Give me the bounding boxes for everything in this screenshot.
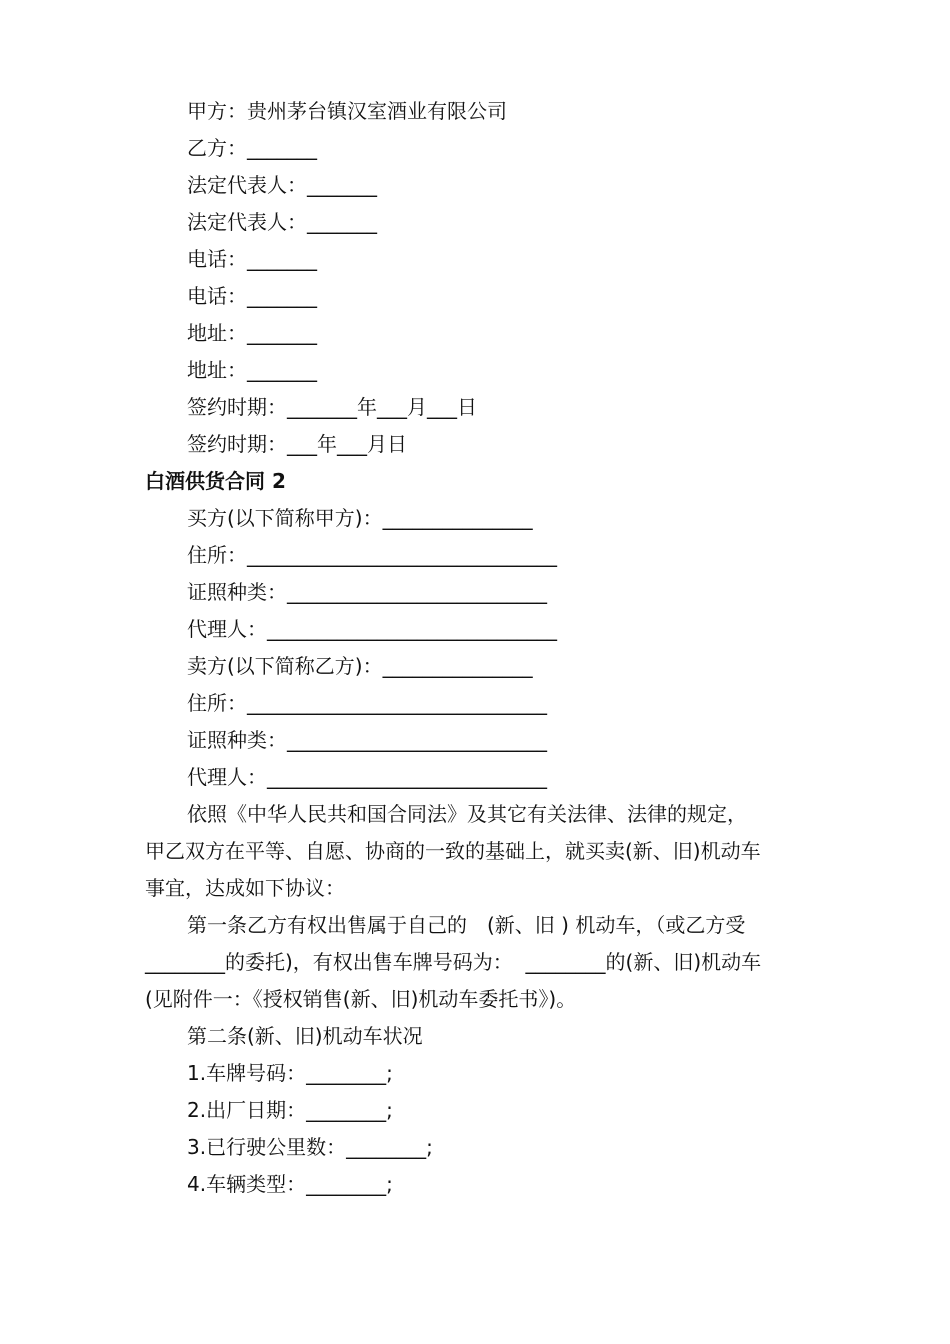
article-2-title: 第二条(新、旧)机动车状况	[187, 1024, 423, 1048]
article-2-item: 4.车辆类型：________;	[187, 1172, 393, 1196]
legal-rep-line: 法定代表人：_______	[187, 210, 377, 234]
article-2-item: 2.出厂日期：________;	[187, 1098, 393, 1122]
article-1-line: 第一条乙方有权出售属于自己的 (新、旧 ) 机动车，（或乙方受	[187, 913, 746, 937]
article-1-line: ________的委托)，有权出售车牌号码为： ________的(新、旧)机动车	[145, 950, 762, 974]
buyer-name-line: 买方(以下简称甲方)：_______________	[187, 506, 533, 530]
party-b-line: 乙方：_______	[187, 136, 317, 160]
article-2-item: 1.车牌号码：________;	[187, 1061, 393, 1085]
party-a-line: 甲方：贵州茅台镇汉室酒业有限公司	[187, 99, 507, 123]
article-2-item: 3.已行驶公里数：________;	[187, 1135, 433, 1159]
signing-date-line: 签约时期：___年___月日	[187, 432, 407, 456]
buyer-id-type-line: 证照种类：__________________________	[187, 580, 547, 604]
phone-line: 电话：_______	[187, 247, 317, 271]
signing-date-line: 签约时期：_______年___月___日	[187, 395, 477, 419]
intro-paragraph-line: 甲乙双方在平等、自愿、协商的一致的基础上，就买卖(新、旧)机动车	[145, 839, 761, 863]
article-1-line: (见附件一：《授权销售(新、旧)机动车委托书》)。	[145, 987, 577, 1011]
buyer-residence-line: 住所：_______________________________	[187, 543, 557, 567]
seller-agent-line: 代理人：____________________________	[187, 765, 547, 789]
intro-paragraph-line: 事宜，达成如下协议：	[145, 876, 345, 900]
seller-id-type-line: 证照种类：__________________________	[187, 728, 547, 752]
phone-line: 电话：_______	[187, 284, 317, 308]
seller-name-line: 卖方(以下简称乙方)：_______________	[187, 654, 533, 678]
buyer-agent-line: 代理人：_____________________________	[187, 617, 557, 641]
address-line: 地址：_______	[187, 321, 317, 345]
seller-residence-line: 住所：______________________________	[187, 691, 547, 715]
intro-paragraph-line: 依照《中华人民共和国合同法》及其它有关法律、法律的规定，	[187, 802, 747, 826]
legal-rep-line: 法定代表人：_______	[187, 173, 377, 197]
address-line: 地址：_______	[187, 358, 317, 382]
section-title: 白酒供货合同 2	[145, 469, 286, 493]
